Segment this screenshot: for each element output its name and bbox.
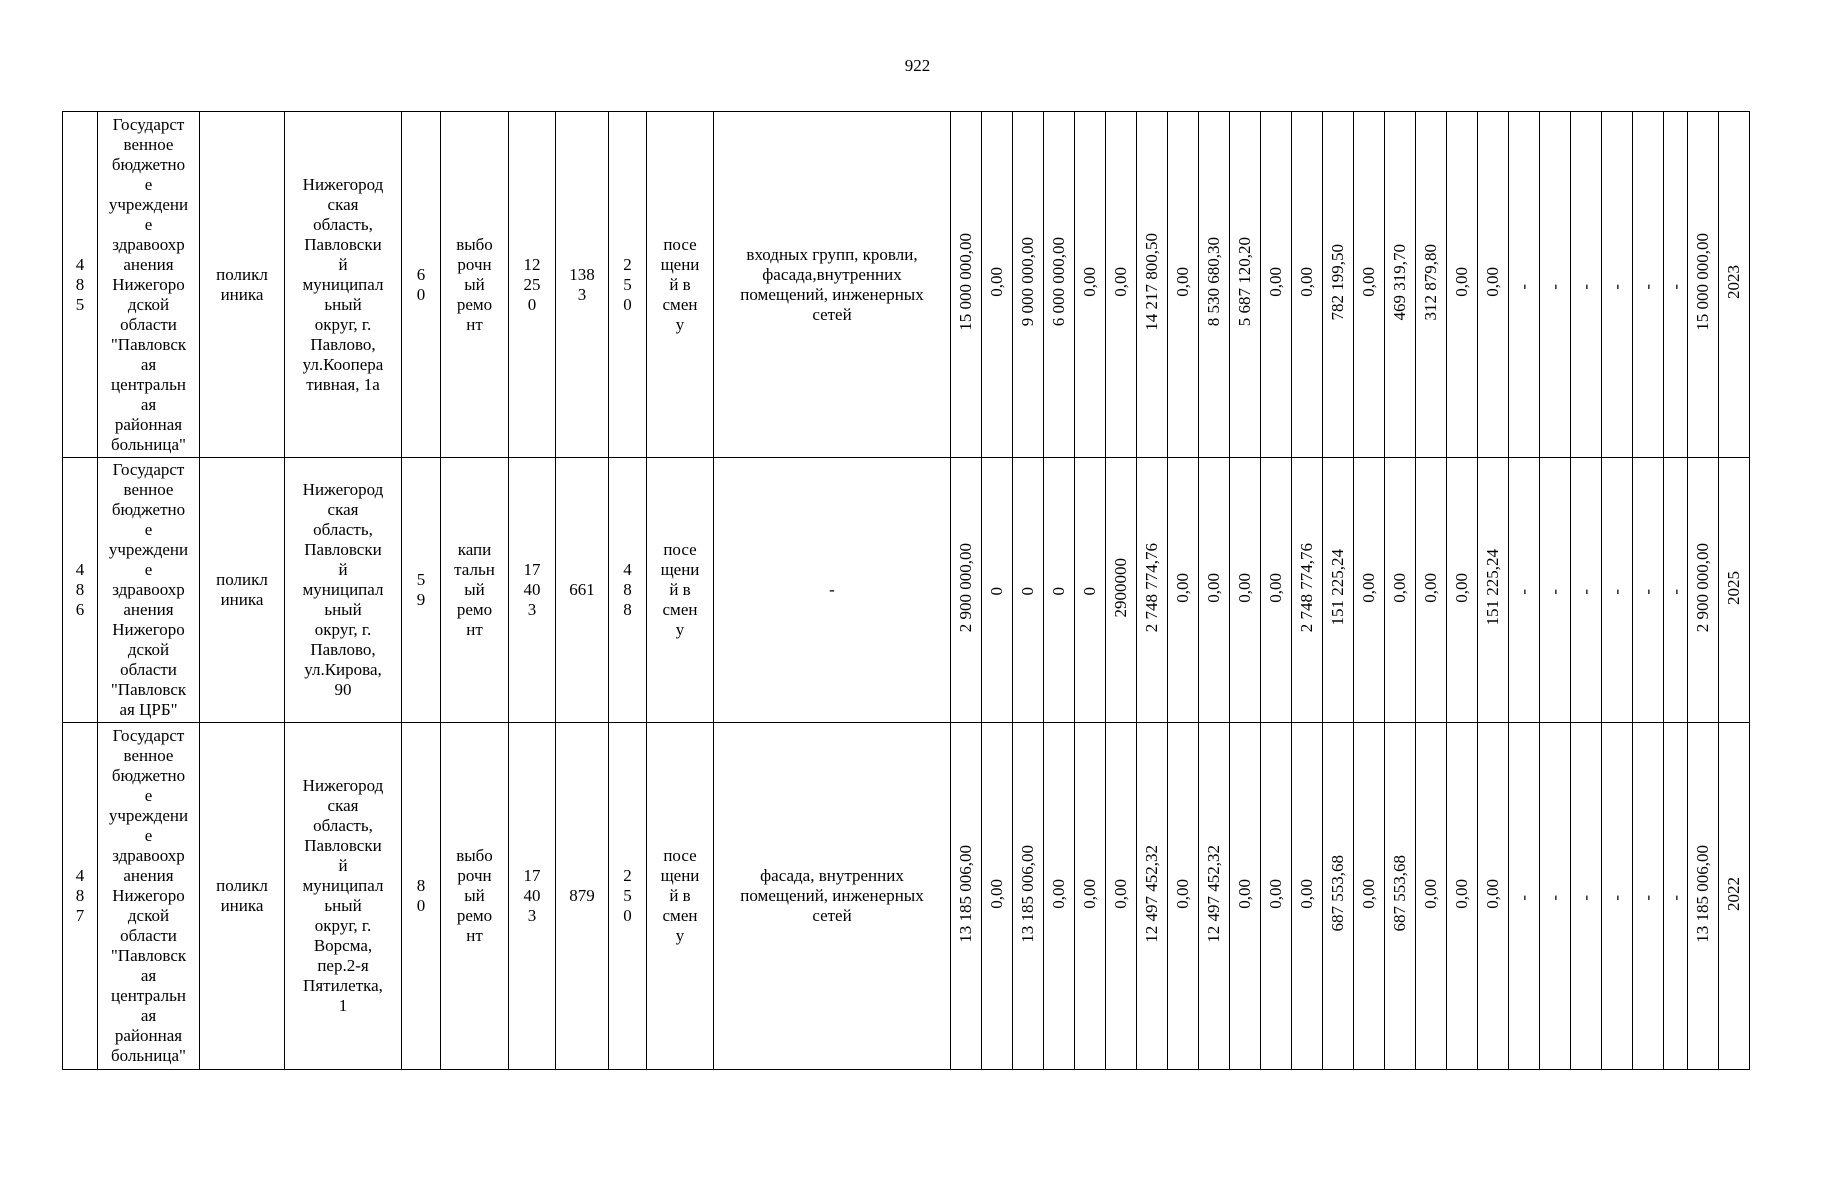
amount-cell <box>1013 112 1044 458</box>
dash-value: - <box>1638 283 1657 290</box>
amount-value: 0,00 <box>987 878 1006 909</box>
amount-value: 2 748 774,76 <box>1297 542 1316 633</box>
amount-value: 0,00 <box>1359 878 1378 909</box>
amount-value: 0 <box>1049 586 1068 595</box>
amount-cell <box>1664 112 1688 458</box>
amount-value: 15 000 000,00 <box>1693 233 1712 331</box>
amount-cell <box>1602 112 1633 458</box>
amount-cell <box>1199 112 1230 458</box>
amount-value: 0,00 <box>1111 267 1130 297</box>
year-built: 8 0 <box>402 723 441 1070</box>
amount-cell <box>1540 112 1571 458</box>
amount-cell <box>1540 458 1571 723</box>
amount-value: 2900000 <box>1111 557 1130 618</box>
facility-address: Нижегород ская область, Павловски й муниципал ьный округ, г. Павлово, ул.Коопера тивная, 1а <box>285 112 402 458</box>
amount-value: 0 <box>1080 586 1099 595</box>
facility-type: поликл иника <box>200 723 285 1070</box>
amount-cell <box>1719 723 1750 1070</box>
amount-cell <box>1447 723 1478 1070</box>
amount-value: 2023 <box>1724 265 1743 299</box>
amount-cell <box>1013 458 1044 723</box>
amount-cell <box>1323 723 1354 1070</box>
amount-value: 469 319,70 <box>1390 243 1409 321</box>
work-type: выбо рочн ый ремо нт <box>441 112 509 458</box>
amount-cell <box>1602 723 1633 1070</box>
year-built: 5 9 <box>402 458 441 723</box>
amount-value: 5 687 120,20 <box>1235 237 1254 327</box>
dash-value: - <box>1576 895 1595 901</box>
amount-cell <box>1044 723 1075 1070</box>
amount-cell <box>1230 723 1261 1070</box>
capacity-value: 2 5 0 <box>609 112 647 458</box>
amount-cell <box>1292 458 1323 723</box>
amount-cell <box>1292 723 1323 1070</box>
dash-value: - <box>1545 589 1564 595</box>
amount-cell <box>1633 112 1664 458</box>
repair-scope: - <box>714 458 951 723</box>
facility-type: поликл иника <box>200 112 285 458</box>
amount-value: 12 497 452,32 <box>1204 844 1223 943</box>
capacity-unit: посе щени й в смен у <box>647 112 714 458</box>
facility-type: поликл иника <box>200 458 285 723</box>
amount-value: 0,00 <box>1359 267 1378 297</box>
amount-cell <box>1261 458 1292 723</box>
repair-scope: входных групп, кровли, фасада,внутренних помещений, инженерных сетей <box>714 112 951 458</box>
amount-cell <box>1354 723 1385 1070</box>
dash-value: - <box>1545 283 1564 290</box>
amount-value: 6 000 000,00 <box>1049 237 1068 327</box>
amount-value: 0,00 <box>987 267 1006 297</box>
amount-cell <box>982 112 1013 458</box>
amount-cell <box>1323 458 1354 723</box>
repair-area: 661 <box>556 458 609 723</box>
dash-value: - <box>1638 589 1657 595</box>
amount-value: 2 748 774,76 <box>1142 542 1161 633</box>
amount-cell <box>1137 723 1168 1070</box>
repair-area: 879 <box>556 723 609 1070</box>
amount-value: 0,00 <box>1483 878 1502 909</box>
amount-cell <box>1571 112 1602 458</box>
amount-cell <box>1447 112 1478 458</box>
amount-cell <box>1719 458 1750 723</box>
amount-cell <box>1602 458 1633 723</box>
amount-value: 782 199,50 <box>1328 243 1347 321</box>
amount-cell <box>1688 723 1719 1070</box>
amount-cell <box>951 458 982 723</box>
institution-name: Государст венное бюджетно е учреждени е здравоохр анения Нижегоро дской области "Павловск ая центральн ая районная больница" <box>98 112 200 458</box>
repair-scope: фасада, внутренних помещений, инженерных сетей <box>714 723 951 1070</box>
capacity-unit: посе щени й в смен у <box>647 458 714 723</box>
amount-value: 0,00 <box>1421 878 1440 909</box>
amount-cell <box>1478 458 1509 723</box>
amount-cell <box>1509 458 1540 723</box>
amount-cell <box>1044 112 1075 458</box>
amount-value: 15 000 000,00 <box>956 233 975 331</box>
amount-value: 151 225,24 <box>1483 549 1502 626</box>
amount-value: 8 530 680,30 <box>1204 237 1223 327</box>
dash-value: - <box>1607 283 1626 290</box>
dash-value: - <box>1638 895 1657 901</box>
amount-value: 13 185 006,00 <box>956 844 975 943</box>
facility-address: Нижегород ская область, Павловски й муниципал ьный округ, г. Павлово, ул.Кирова, 90 <box>285 458 402 723</box>
amount-value: 0,00 <box>1235 572 1254 603</box>
dash-value: - <box>1514 283 1533 290</box>
amount-value: 0,00 <box>1266 267 1285 297</box>
amount-value: 0,00 <box>1297 878 1316 909</box>
page-number: 922 <box>904 56 931 75</box>
dash-value: - <box>1514 589 1533 595</box>
amount-cell <box>1688 458 1719 723</box>
dash-value: - <box>1545 895 1564 901</box>
total-area: 17 40 3 <box>509 458 556 723</box>
amount-value: 0,00 <box>1235 878 1254 909</box>
amount-cell <box>1137 112 1168 458</box>
amount-cell <box>1416 112 1447 458</box>
amount-cell <box>1106 723 1137 1070</box>
amount-value: 0,00 <box>1266 878 1285 909</box>
amount-cell <box>1168 112 1199 458</box>
amount-cell <box>1664 723 1688 1070</box>
amount-value: 12 497 452,32 <box>1142 844 1161 943</box>
dash-value: - <box>1665 589 1685 595</box>
amount-cell <box>1385 458 1416 723</box>
amount-value: 0,00 <box>1390 572 1409 603</box>
amount-cell <box>1478 723 1509 1070</box>
amount-value: 0,00 <box>1452 878 1471 909</box>
amount-value: 13 185 006,00 <box>1693 844 1712 943</box>
institution-name: Государст венное бюджетно е учреждени е здравоохр анения Нижегоро дской области "Павловск ая центральн ая районная больница" <box>98 723 200 1070</box>
amount-cell <box>1571 723 1602 1070</box>
amount-cell <box>1199 458 1230 723</box>
amount-value: 13 185 006,00 <box>1018 844 1037 943</box>
amount-cell <box>1354 112 1385 458</box>
row-number: 4 8 6 <box>63 458 98 723</box>
amount-value: 0,00 <box>1421 572 1440 603</box>
amount-cell <box>1633 458 1664 723</box>
amount-value: 0,00 <box>1204 572 1223 603</box>
amount-value: 0,00 <box>1266 572 1285 603</box>
amount-cell <box>1292 112 1323 458</box>
total-area: 12 25 0 <box>509 112 556 458</box>
repair-area: 138 3 <box>556 112 609 458</box>
amount-cell <box>1719 112 1750 458</box>
dash-value: - <box>1665 283 1685 290</box>
amount-value: 0,00 <box>1080 267 1099 297</box>
amount-value: 0,00 <box>1173 267 1192 297</box>
total-area: 17 40 3 <box>509 723 556 1070</box>
amount-value: 0,00 <box>1111 878 1130 909</box>
amount-value: 0,00 <box>1080 878 1099 909</box>
amount-cell <box>951 112 982 458</box>
amount-cell <box>1075 112 1106 458</box>
amount-cell <box>1075 458 1106 723</box>
amount-cell <box>1664 458 1688 723</box>
amount-value: 14 217 800,50 <box>1142 233 1161 331</box>
amount-cell <box>1540 723 1571 1070</box>
amount-value: 0,00 <box>1452 572 1471 603</box>
amount-cell <box>1688 112 1719 458</box>
work-type: выбо рочн ый ремо нт <box>441 723 509 1070</box>
amount-cell <box>1385 723 1416 1070</box>
dash-value: - <box>1514 895 1533 901</box>
amount-cell <box>1509 723 1540 1070</box>
dash-value: - <box>1576 283 1595 290</box>
amount-cell <box>1075 723 1106 1070</box>
amount-cell <box>1106 458 1137 723</box>
amount-cell <box>1571 458 1602 723</box>
institution-name: Государст венное бюджетно е учреждени е здравоохр анения Нижегоро дской области "Павловск ая ЦРБ" <box>98 458 200 723</box>
amount-cell <box>1416 723 1447 1070</box>
capacity-unit: посе щени й в смен у <box>647 723 714 1070</box>
dash-value: - <box>1665 895 1685 901</box>
work-type: капи тальн ый ремо нт <box>441 458 509 723</box>
amount-value: 9 000 000,00 <box>1018 237 1037 327</box>
registry-table <box>62 111 1750 1070</box>
dash-value: - <box>1607 589 1626 595</box>
amount-cell <box>1199 723 1230 1070</box>
amount-cell <box>1137 458 1168 723</box>
amount-cell <box>1261 723 1292 1070</box>
dash-value: - <box>1607 895 1626 901</box>
facility-address: Нижегород ская область, Павловски й муниципал ьный округ, г. Ворсма, пер.2-я Пятилетка, 1 <box>285 723 402 1070</box>
amount-value: 151 225,24 <box>1328 549 1347 626</box>
row-number: 4 8 5 <box>63 112 98 458</box>
amount-value: 0,00 <box>1483 267 1502 297</box>
amount-cell <box>1168 458 1199 723</box>
amount-cell <box>982 723 1013 1070</box>
capacity-value: 2 5 0 <box>609 723 647 1070</box>
amount-cell <box>1230 112 1261 458</box>
amount-cell <box>1168 723 1199 1070</box>
amount-value: 0,00 <box>1359 572 1378 603</box>
amount-cell <box>1385 112 1416 458</box>
amount-value: 0,00 <box>1049 878 1068 909</box>
amount-value: 2 900 000,00 <box>956 542 975 633</box>
table-row <box>63 723 1750 1070</box>
amount-cell <box>982 458 1013 723</box>
amount-cell <box>1416 458 1447 723</box>
table-row <box>63 458 1750 723</box>
amount-cell <box>1354 458 1385 723</box>
amount-value: 687 553,68 <box>1390 855 1409 932</box>
amount-cell <box>1230 458 1261 723</box>
amount-value: 687 553,68 <box>1328 855 1347 932</box>
amount-cell <box>1323 112 1354 458</box>
table-row <box>63 112 1750 458</box>
amount-value: 0,00 <box>1452 267 1471 297</box>
amount-value: 0,00 <box>1173 572 1192 603</box>
capacity-value: 4 8 8 <box>609 458 647 723</box>
amount-cell <box>951 723 982 1070</box>
amount-value: 2025 <box>1724 570 1743 605</box>
amount-value: 0 <box>1018 586 1037 595</box>
amount-value: 0,00 <box>1297 267 1316 297</box>
amount-cell <box>1633 723 1664 1070</box>
amount-cell <box>1013 723 1044 1070</box>
amount-cell <box>1447 458 1478 723</box>
amount-value: 312 879,80 <box>1421 243 1440 321</box>
amount-value: 0 <box>987 586 1006 595</box>
dash-value: - <box>1576 589 1595 595</box>
amount-cell <box>1261 112 1292 458</box>
amount-cell <box>1478 112 1509 458</box>
year-built: 6 0 <box>402 112 441 458</box>
row-number: 4 8 7 <box>63 723 98 1070</box>
amount-value: 2 900 000,00 <box>1693 542 1712 633</box>
amount-cell <box>1044 458 1075 723</box>
amount-value: 2022 <box>1724 876 1743 911</box>
amount-value: 0,00 <box>1173 878 1192 909</box>
amount-cell <box>1106 112 1137 458</box>
amount-cell <box>1509 112 1540 458</box>
